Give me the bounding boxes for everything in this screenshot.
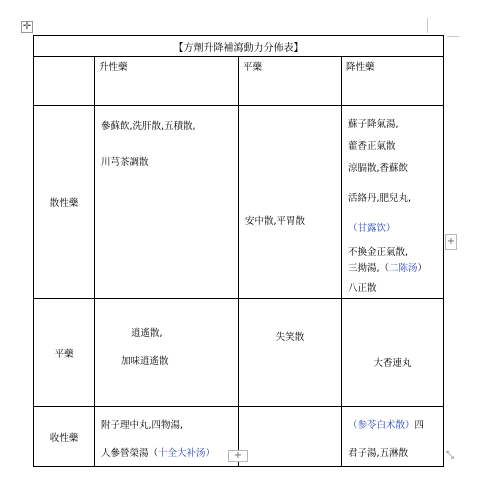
text-line [101,445,232,459]
text-line: 不換金正氣散, [348,247,409,258]
text-span: 人參營榮湯（ [101,448,159,459]
formula-distribution-table [33,35,444,467]
cell-ping-jiang[interactable] [342,299,444,407]
cell-ping-sheng[interactable] [95,299,239,407]
header-sheng-xing-yao[interactable]: 升性藥 [95,57,239,106]
text-line [348,417,437,431]
text-line: 川芎茶調散 [101,157,149,168]
table-resize-icon[interactable]: ⤡ [446,450,454,461]
text-span-blue: ） [205,448,216,459]
text-span: ） [417,263,428,274]
table-title[interactable]: 【方劑升降補瀉動力分佈表】 [34,36,444,57]
margin-guide-right [447,36,459,37]
text-line: 蘇子降氣湯, [348,119,399,130]
text-span: 四 [414,420,425,431]
text-line: 安中散,平胃散 [245,216,306,227]
cell-san-jiang[interactable] [342,106,444,299]
text-span: 三拗湯,（ [348,263,390,274]
text-line: 藿香正氣散 [348,141,396,152]
text-line: 活絡丹,肥兒丸, [348,193,412,204]
text-line: 附子理中丸,四物湯, [101,420,184,431]
header-ping-yao[interactable]: 平藥 [239,57,342,106]
text-span-blue: 十全大补汤 [158,448,206,459]
text-line: 涼膈散,香蘇飲 [348,163,409,174]
cell-ping-ping[interactable] [239,299,342,407]
header-corner-cell[interactable] [34,57,95,106]
table-move-handle-icon[interactable]: ✛ [22,21,32,32]
header-jiang-xing-yao[interactable]: 降性藥 [342,57,444,106]
row-label-shou-xing-yao[interactable]: 收性藥 [34,407,95,467]
text-line: 大香連丸 [373,358,412,369]
row-label-ping-yao[interactable]: 平藥 [34,299,95,407]
text-line: 失笑散 [275,332,305,343]
text-line: 參蘇飲,洗肝散,五積散, [101,121,196,132]
cell-shou-jiang[interactable] [342,407,444,467]
margin-guide-top [427,18,428,33]
text-line: 八正散 [348,283,377,294]
cell-shou-sheng[interactable] [95,407,239,467]
add-row-icon[interactable]: + [228,450,248,462]
cell-san-ping[interactable] [239,106,342,299]
text-line: 君子湯,五淋散 [348,448,409,459]
cell-san-sheng[interactable] [95,106,239,299]
row-label-san-xing-yao[interactable]: 散性藥 [34,106,95,299]
add-column-icon[interactable]: + [445,234,457,250]
text-line-blue: （甘露饮） [348,223,396,234]
text-span-blue: 二陈汤 [389,263,418,274]
text-span-blue: （参苓白术散） [348,420,415,431]
text-line: 加味逍遙散 [121,356,169,367]
text-line: 逍遙散, [131,328,163,339]
text-line [348,260,437,274]
cell-shou-ping[interactable] [239,407,342,467]
